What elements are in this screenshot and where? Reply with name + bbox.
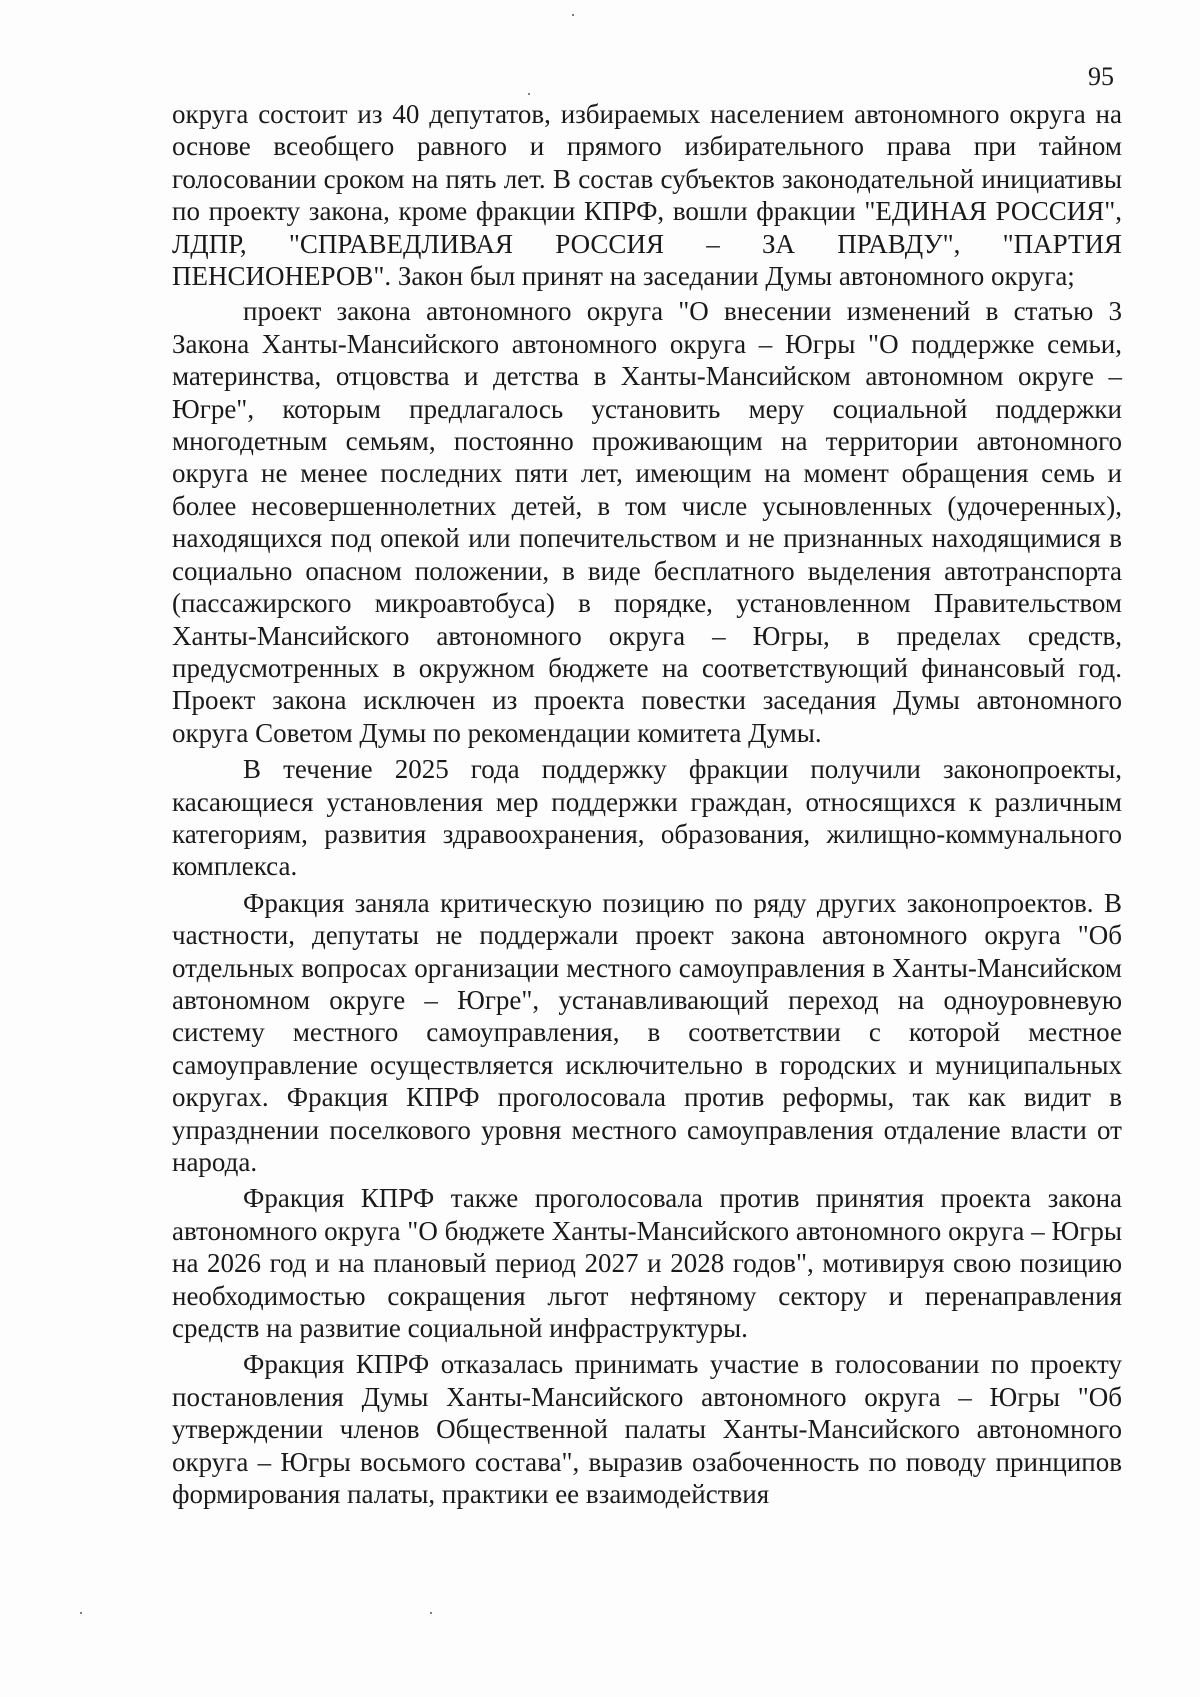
scan-speck (528, 93, 530, 95)
paragraph-public-chamber: Фракция КПРФ отказалась принимать участие в голосовании по проекту постановления Думы Ханты-Мансийского автономного округа – Югры "Об утверждении членов Общественной палаты Ханты-Мансийского автономного округа – Югры восьмого состава", выразив озабоченность по поводу принципов формирования палаты, практики ее взаимодействия (172, 1349, 1122, 1510)
paragraph-critical-position: Фракция заняла критическую позицию по ряду других законопроектов. В частности, депутаты не поддержали проект закона автономного округа "Об отдельных вопросах организации местного самоуправления в Ханты-Мансийском автономном округе – Югре", устанавливающий переход на одноуровневую систему местного самоуправления, в соответствии с которой местное самоуправление осуществляется исключительно в городских и муниципальных округах. Фракция КПРФ проголосовала против реформы, так как видит в упразднении поселкового уровня местного самоуправления отдаление власти от народа. (172, 887, 1122, 1177)
paragraph-continuation: округа состоит из 40 депутатов, избираемых населением автономного округа на основе всеобщего равного и прямого избирательного права при тайном голосовании сроком на пять лет. В состав субъектов законодательной инициативы по проекту закона, кроме фракции КПРФ, вошли фракции "ЕДИНАЯ РОССИЯ", ЛДПР, "СПРАВЕДЛИВАЯ РОССИЯ – ЗА ПРАВДУ", "ПАРТИЯ ПЕНСИОНЕРОВ". Закон был принят на заседании Думы автономного округа; (172, 99, 1122, 292)
scan-speck (80, 1612, 82, 1614)
page-number: 95 (1088, 62, 1114, 91)
document-body (172, 98, 1122, 1510)
paragraph-budget-vote: Фракция КПРФ также проголосовала против принятия проекта закона автономного округа "О бюджете Ханты-Мансийского автономного округа – Югры на 2026 год и на плановый период 2027 и 2028 годов", мотивируя свою позицию необходимостью сокращения льгот нефтяному сектору и перенаправления средств на развитие социальной инфраструктуры. (172, 1183, 1122, 1344)
paragraph-supported-bills: В течение 2025 года поддержку фракции получили законопроекты, касающиеся установления мер поддержки граждан, относящихся к различным категориям, развития здравоохранения, образования, жилищно-коммунального комплекса. (172, 754, 1122, 882)
scan-speck (572, 14, 574, 16)
paragraph-family-support-bill: проект закона автономного округа "О внесении изменений в статью 3 Закона Ханты-Мансийского автономного округа – Югры "О поддержке семьи, материнства, отцовства и детства в Ханты-Мансийском автономном округе – Югре", которым предлагалось установить меру социальной поддержки многодетным семьям, постоянно проживающим на территории автономного округа не менее последних пяти лет, имеющим на момент обращения семь и более несовершеннолетних детей, в том числе усыновленных (удочеренных), находящихся под опекой или попечительством и не признанных находящимися в социально опасном положении, в виде бесплатного выделения автотранспорта (пассажирского микроавтобуса) в порядке, установленном Правительством Ханты-Мансийского автономного округа – Югры, в пределах средств, предусмотренных в окружном бюджете на соответствующий финансовый год. Проект закона исключен из проекта повестки заседания Думы автономного округа Советом Думы по рекомендации комитета Думы. (172, 296, 1122, 748)
scan-speck (430, 1612, 432, 1614)
